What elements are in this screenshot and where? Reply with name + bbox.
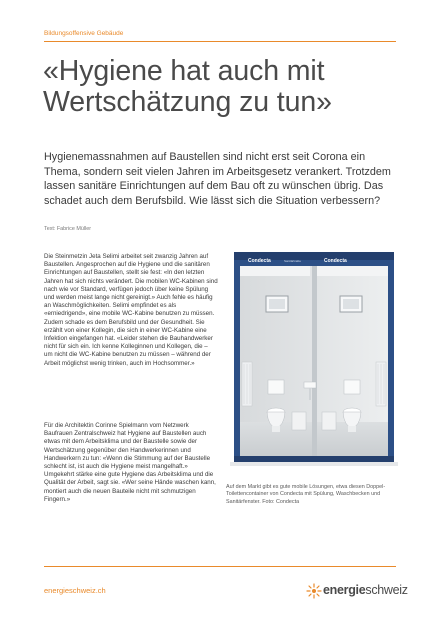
container-brand-label-left: Condecta <box>248 258 271 264</box>
section-kicker: Bildungsoffensive Gebäude <box>44 30 124 37</box>
top-divider <box>44 41 396 42</box>
logo-word-energie: energie <box>323 583 366 597</box>
logo-wordmark <box>323 583 408 597</box>
article-byline: Text: Fabrice Müller <box>44 226 92 232</box>
container-small-label: Sanitärtrakte <box>284 259 302 263</box>
body-column-2 <box>44 422 218 504</box>
energieschweiz-logo <box>306 578 408 604</box>
body-paragraph-2: Für die Architektin Corinne Spielmann vom Netzwerk Baufrauen Zentralschweiz hat Hygiene auf Baustellen auch etwas mit dem Arbeitsklima und der Baustelle sowie der Wertschätzung gegenüber den Handwerkerinnen und Handwerkern zu tun: «Wenn die Stimmung auf der Baustelle schlecht ist, ist auch die Hygiene meist mangelhaft.» Umgekehrt stärke eine gute Hygiene das Arbeitsklima und die Qualität der Arbeit, sagt sie. «Wer seine Hände waschen kann, montiert auch die neuen Bauteile nicht mit schmutzigen Fingern.» <box>44 422 216 503</box>
body-column <box>44 253 218 368</box>
article-title: «Hygiene hat auch mit Wertschätzung zu tun» <box>43 55 332 118</box>
sun-logo-icon <box>306 583 322 599</box>
footer-website-link[interactable]: energieschweiz.ch <box>44 586 106 595</box>
body-paragraph-1: Die Steinmetzin Jeta Selimi arbeitet seit zwanzig Jahren auf Baustellen. Angesprochen auf die Hygiene und die sanitären Einrichtungen auf Baustellen, stellt sie fest: «In den letzten Jahren hat sich nichts verändert. Die mobilen WC-Kabinen sind nach wie vor Standard, verfügen jedoch über keine Spülung und werden meist lange nicht gereinigt.» Auch fehle es häufig an Waschmöglichkeiten. Selimi empfindet es als «erniedrigend», eine mobile WC-Kabine benutzen zu müssen. Zudem schade es dem Berufsbild und der Gesundheit. Sie erzählt von einer Kollegin, die sich in einer WC-Kabine eine Infektion eingefangen hat. «Leider stehen die Bauhandwerker nicht für sich ein. Ich kenne Kolleginnen und Kollegen, die – um nicht die WC-Kabine benutzen zu müssen – während der Arbeit möglichst wenig trinken, auch im Hochsommer.» <box>44 253 218 367</box>
photo-caption: Auf dem Markt gibt es gute mobile Lösungen, etwa diesen Doppel-Toilettencontainer von Condecta mit Spülung, Waschbecken und Sanitärfenster. Foto: Condecta <box>226 484 386 505</box>
bottom-divider <box>44 566 396 567</box>
toilet-container-photo <box>226 252 402 474</box>
article-lead: Hygienemassnahmen auf Baustellen sind nicht erst seit Corona ein Thema, sondern seit vielen Jahren im Arbeitsgesetz verankert. Trotzdem lassen sanitäre Einrichtungen auf dem Bau oft zu wünschen übrig. Das schadet auch dem Berufsbild. Wie lässt sich die Situation verbessern? <box>44 151 391 207</box>
logo-word-schweiz: schweiz <box>365 583 408 597</box>
container-brand-label-right: Condecta <box>324 258 347 264</box>
